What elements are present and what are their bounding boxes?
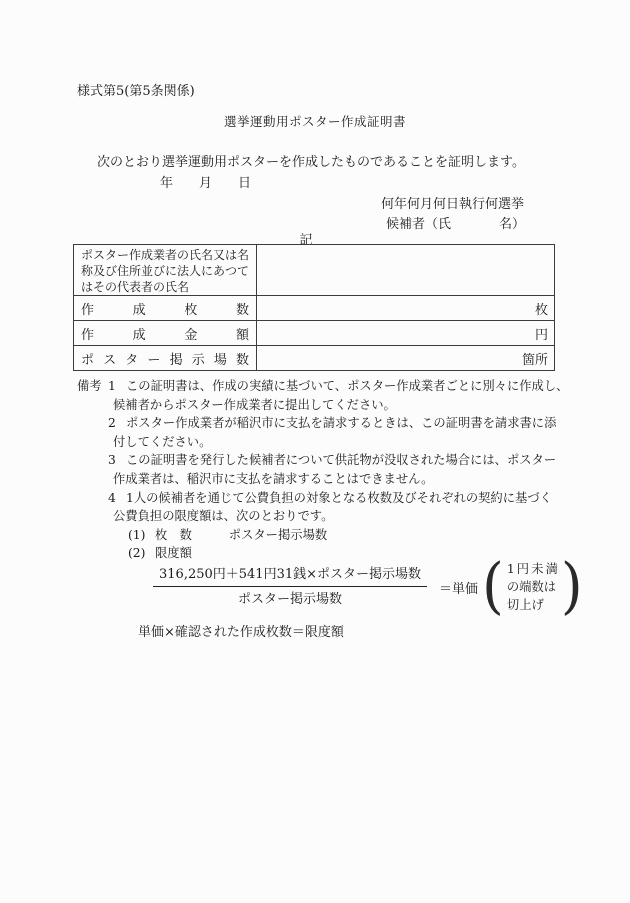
- rounding-note: [482, 551, 583, 622]
- note-2-number: 2: [108, 416, 116, 431]
- note-3-number: 3: [108, 453, 116, 468]
- note-2-text: ポスター作成業者が稲沢市に支払を請求するときは、この証明書を請求書に添: [126, 416, 557, 431]
- sub-item-2-text: 限度額: [155, 546, 192, 561]
- candidate-suffix: 名）: [498, 217, 525, 232]
- limit-amount-formula: 単価×確認された作成枚数＝限度額: [138, 625, 344, 640]
- amount-label: 作 成 金 額: [74, 321, 257, 345]
- amount-unit: 円: [534, 327, 548, 343]
- table-row-sheet-count: [74, 295, 554, 320]
- business-name-label-line: はその代表者の氏名: [81, 280, 190, 295]
- certificate-table: [73, 244, 555, 371]
- note-item-2-line-2: 付してください。: [113, 434, 212, 449]
- business-name-label-line: 称及び住所並びに法人にあつて: [81, 264, 250, 279]
- note-item-4-line-1: [77, 489, 577, 508]
- poster-sites-value-cell: [257, 346, 554, 370]
- rounding-note-line: 1 円 未 満: [506, 562, 558, 576]
- amount-value-cell: [257, 321, 554, 345]
- sheet-count-unit: 枚: [534, 302, 548, 318]
- record-marker: 記: [299, 233, 313, 248]
- open-paren-glyph: (: [482, 551, 504, 622]
- formula-numerator: 316,250円＋541円31銭×ポスター掲示場数: [153, 566, 427, 587]
- date-year-label: 年: [160, 176, 174, 191]
- date-day-label: 日: [238, 176, 252, 191]
- poster-sites-label: ポ ス タ ー 掲 示 場 数: [74, 346, 257, 370]
- business-name-value-cell: [257, 245, 554, 295]
- close-paren-glyph: ): [560, 551, 583, 622]
- formula-denominator: ポスター掲示場数: [238, 592, 343, 607]
- table-row-amount: [74, 320, 554, 345]
- rounding-note-line: 切上げ: [506, 598, 544, 612]
- election-name-line: 何年何月何日執行何選挙: [380, 197, 524, 212]
- note-item-1-line-1: [77, 377, 577, 396]
- sheet-count-label: 作 成 枚 数: [74, 296, 257, 320]
- note-item-2-line-1: [77, 414, 577, 433]
- note-3-text: この証明書を発行した候補者について供託物が没収された場合には、ポスター: [126, 453, 557, 468]
- note-item-4-line-2: 公費負担の限度額は、次のとおりです。: [113, 509, 334, 524]
- formula-fraction: [153, 566, 427, 608]
- sub-item-1-number: (1): [128, 527, 146, 542]
- business-name-label-line: ポスター作成業者の氏名又は名: [81, 248, 250, 262]
- table-row-business-name: [74, 245, 554, 295]
- note-sub-item-1: [128, 526, 577, 545]
- note-4-number: 4: [108, 490, 116, 505]
- business-name-label: [74, 245, 257, 295]
- intro-sentence: 次のとおり選挙運動用ポスターを作成したものであることを証明します。: [97, 155, 525, 170]
- notes-label: 備考: [77, 379, 102, 393]
- poster-sites-unit: 箇所: [521, 352, 548, 368]
- form-number-label: 様式第5(第5条関係): [77, 84, 195, 99]
- table-row-poster-sites: [74, 345, 554, 370]
- note-item-1-line-2: 候補者からポスター作成業者に提出してください。: [113, 397, 396, 412]
- rounding-note-line: の端数は: [506, 580, 557, 594]
- note-1-number: 1: [108, 379, 116, 393]
- date-line: [160, 172, 251, 191]
- note-1-text: この証明書は、作成の実績に基づいて、ポスター作成業者ごとに別々に作成し、: [126, 379, 569, 393]
- document-title: 選挙運動用ポスター作成証明書: [223, 114, 406, 129]
- note-4-text: 1人の候補者を通じて公費負担の対象となる枚数及びそれぞれの契約に基づく: [126, 490, 552, 505]
- note-item-3-line-2: 作成業者は、稲沢市に支払を請求することはできません。: [113, 471, 434, 486]
- formula-equals-unit-price: ＝単価: [439, 581, 479, 597]
- sheet-count-value-cell: [257, 296, 554, 320]
- sub-item-1-text: 枚 数 ポスター掲示場数: [155, 527, 328, 542]
- sub-item-2-number: (2): [128, 546, 146, 561]
- date-month-label: 月: [199, 176, 213, 191]
- notes-section: [77, 377, 577, 563]
- candidate-prefix: 候補者（氏: [385, 217, 451, 232]
- note-item-3-line-1: [77, 451, 577, 470]
